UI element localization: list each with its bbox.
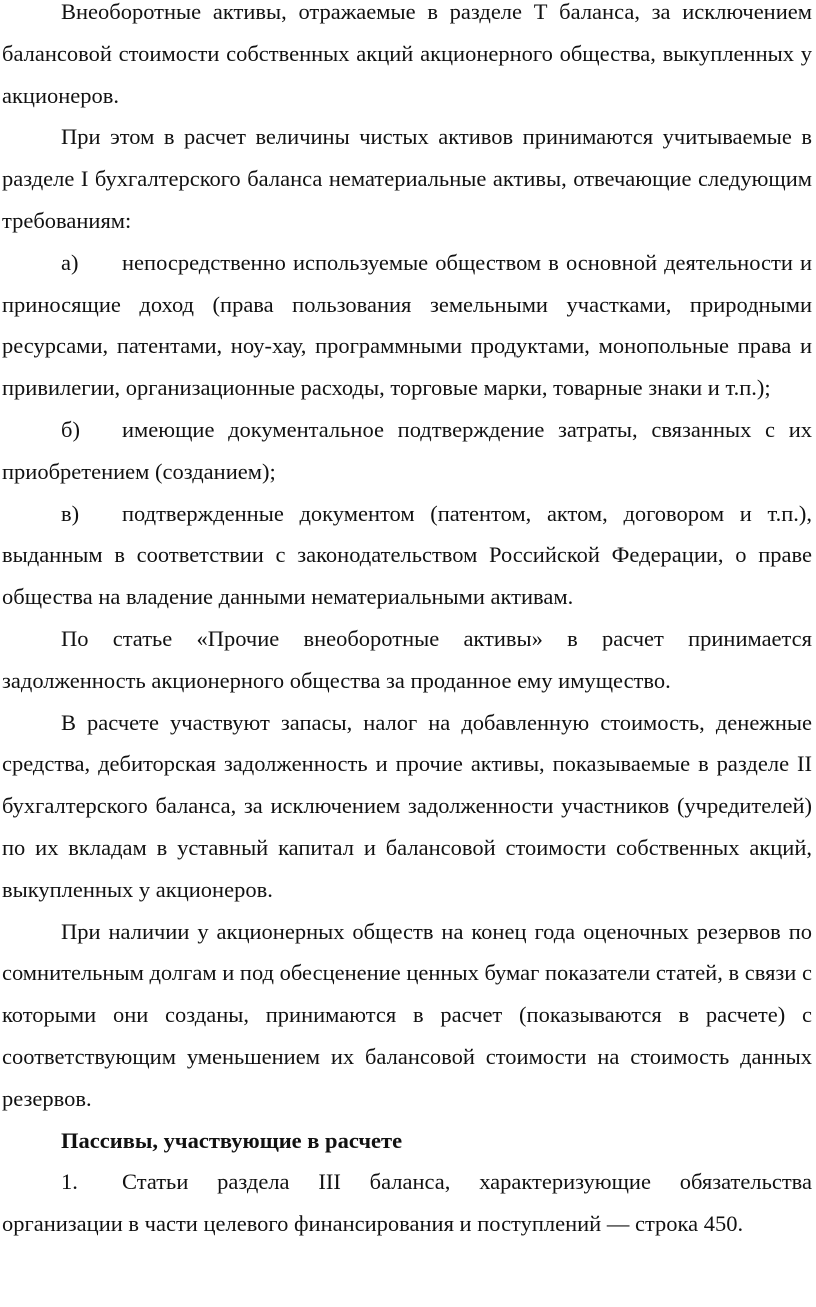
list-item-b: [2, 409, 812, 493]
paragraph-intangible-requirements: При этом в расчет величины чистых активов принимаются учитываемые в разделе I бухгалтерского баланса нематериальные активы, отвечающие следующим требованиям:: [2, 124, 812, 233]
list-item-text: Статьи раздела III баланса, характеризующие обязательства организации в части целевого финансирования и поступлений — строка 450.: [2, 1169, 812, 1237]
section-heading-liabilities: Пассивы, участвующие в расчете: [61, 1127, 403, 1153]
paragraph-reserves: При наличии у акционерных обществ на конец года оценочных резервов по сомнительным долгам и под обесценение ценных бумаг показатели статей, в связи с которыми они созданы, принимаются в расчет (показываются в расчете) с соответствующим уменьшением их балансовой стоимости на стоимость данных резервов.: [2, 918, 812, 1111]
list-item-v: [2, 493, 812, 618]
paragraph-current-assets: В расчете участвуют запасы, налог на добавленную стоимость, денежные средства, дебиторская задолженность и прочие активы, показываемые в разделе II бухгалтерского баланса, за исключением задолженности участников (учредителей) по их вкладам в уставный капитал и балансовой стоимости собственных акций, выкупленных у акционеров.: [2, 709, 812, 902]
list-marker: б): [61, 416, 80, 442]
list-marker: в): [61, 500, 80, 526]
list-item-text: непосредственно используемые обществом в основной деятельности и приносящие доход (права пользования земельными участками, природными ресурсами, патентами, ноу-хау, программными продуктами, монопольные права и привилегии, организационные расходы, торговые марки, товарные знаки и т.п.);: [2, 249, 812, 401]
list-item-text: имеющие документальное подтверждение затраты, связанных с их приобретением (созданием);: [2, 416, 812, 484]
paragraph-noncurrent-assets: Внеоборотные активы, отражаемые в разделе Т баланса, за исключением балансовой стоимости собственных акций акционерного общества, выкупленных у акционеров.: [2, 0, 812, 108]
list-marker: 1.: [61, 1169, 78, 1195]
list-marker: а): [61, 249, 79, 275]
paragraph-other-noncurrent: По статье «Прочие внеоборотные активы» в расчет принимается задолженность акционерного общества за проданное ему имущество.: [2, 625, 812, 693]
list-item-text: подтвержденные документом (патентом, актом, договором и т.п.), выданным в соответствии с законодательством Российской Федерации, о праве общества на владение данными нематериальными активам.: [2, 500, 812, 610]
list-item-a: [2, 242, 812, 409]
numbered-item-1: [2, 1161, 812, 1245]
